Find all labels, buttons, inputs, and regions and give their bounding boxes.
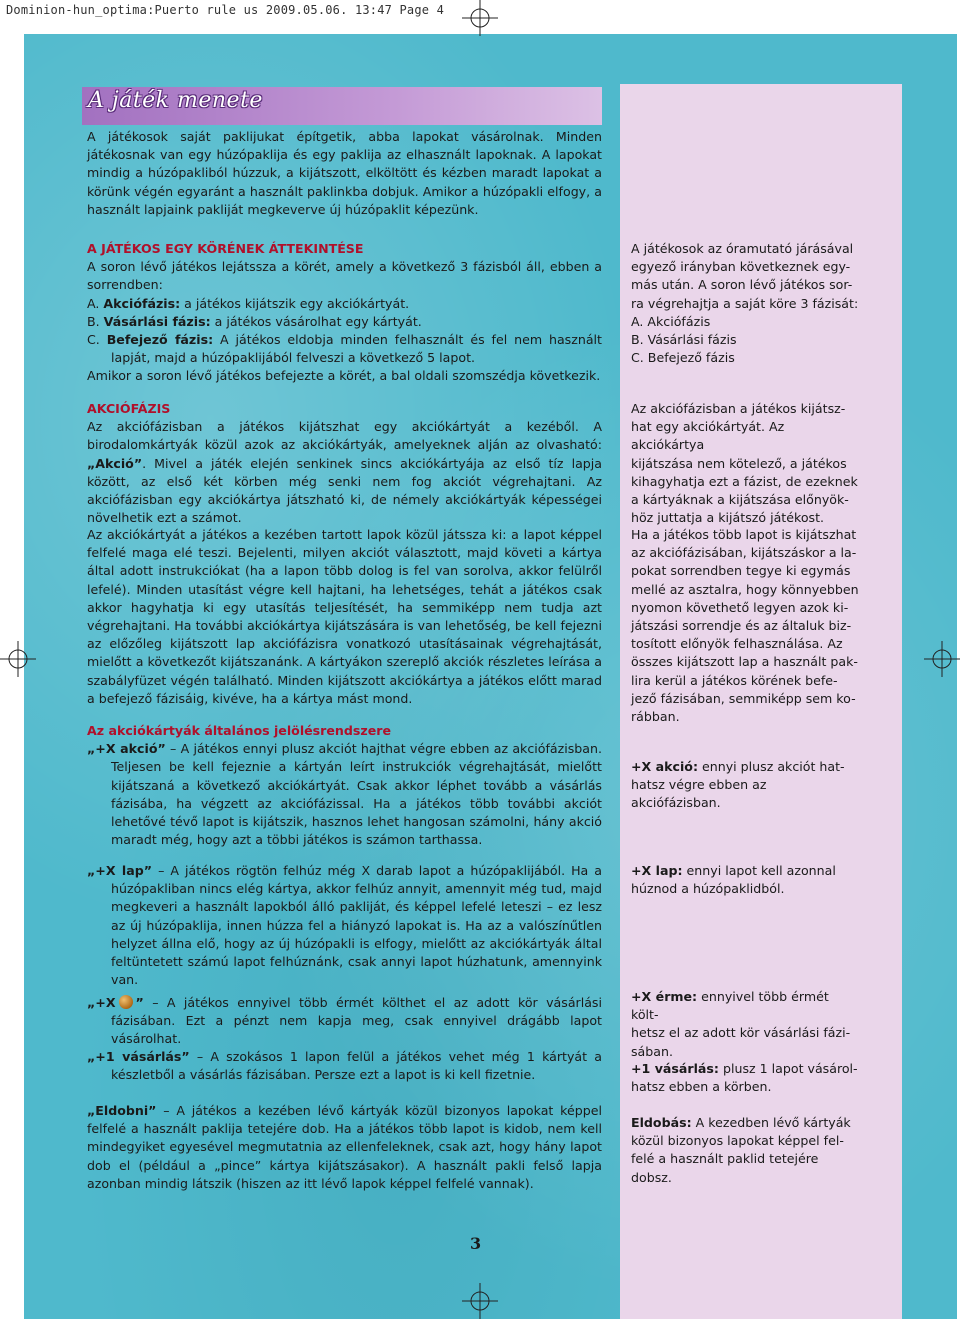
sidebar-note-plus-coin: +X érme: ennyivel több érmét költ- hetsz el az adott kör vásárlási fázi- sában.: [631, 989, 851, 1059]
phase-c: C. Befejező fázis: A játékos eldobja minden felhasznált és fel nem használt lapját, majd a húzópaklijából felveszi a következő 5 lapot.: [87, 332, 602, 366]
action-phase-paragraph-1: Az akciófázisban a játékos kijátszhat egy akciókártyát a kezéből. A birodalomkártyák közül azok az akciókártyák, amelyeknek alján az olvasható: „Akció”. Mivel a játék elején senkinek sincs akciókártyája az első tíz lapja között, az első két körben még senki nem fog akciót végrehajtani. Az akciófázisban egy akciókártya játszható ki, de némely akciókártyák képességei növelhetik ezt a számot.: [87, 419, 602, 526]
page-number: 3: [470, 1234, 482, 1253]
sidebar-note-plus-card: +X lap: ennyi lapot kell azonnal húznod a húzópaklidból.: [631, 863, 836, 897]
action-phase-paragraph-2: Az akciókártyát a játékos a kezében tartott lapok közül játssza ki: a lapot képpel felfelé maga elé teszi. Bejelenti, milyen akciót választott, majd követi a kártya által adott instrukciókat (ha a lapon több dolog is fel van sorolva, akkor felülről lefelé). Minden utasítást végre kell hajtani, ha lehetséges, tehát a játékos csak akkor hagyhatja ki egy utasítás teljesítését, ha semmiképp nem tudja azt végrehajtani. Ha további akciókártya kijátszására is van lehetőség, be kell fejezni az előzőleg kijátszott lap akciófázisra vonatkozó utasításainak végrehajtását, mielőtt a következőt kijátszanánk. A kártyákon szereplő akciók részletes leírása a szabályfüzet végén található. Minden kijátszott akciókártya a játékos előtt marad a befejező fázisáig, kivéve, ha a kártya mást mond.: [87, 527, 602, 706]
crop-mark-right: [924, 641, 960, 677]
overview-heading: A JÁTÉKOS EGY KÖRÉNEK ÁTTEKINTÉSE: [87, 241, 364, 256]
sidebar-note-plus-buy: +1 vásárlás: plusz 1 lapot vásárol- hatsz ebben a körben.: [631, 1061, 858, 1095]
overview-section: [87, 240, 602, 386]
sidebar-note-discard: Eldobás: A kezedben lévő kártyák közül bizonyos lapokat képpel fel- felé a használt paklid tetejére dobsz.: [631, 1115, 851, 1185]
notation-coin: „+X ” – A játékos ennyivel több érmét költhet el az adott kör vásárlási fázisában. Ezt a pénzt nem kapja meg, csak ennyivel drágább lapot vásárolhat.: [87, 995, 602, 1047]
action-phase-section: [87, 400, 602, 527]
sidebar-note-action-phase: Az akciófázisban a játékos kijátsz- hat egy akciókártyát. Az akciókártya kijátszása nem kötelező, a játékos kihagyhatja ezt a fázist, de ezeknek a kártyáknak a kijátszása előnyök- höz juttatja a kijátszó játékost.: [631, 401, 858, 526]
coin-icon: [119, 995, 133, 1009]
crop-mark-bottom: [462, 1283, 498, 1319]
phase-a: A. Akciófázis: a játékos kijátszik egy akciókártyát.: [87, 295, 410, 311]
sidebar-note-plus-action: +X akció: ennyi plusz akciót hat- hatsz végre ebben az akciófázisban.: [631, 759, 845, 811]
phase-b: B. Vásárlási fázis: a játékos vásárolhat egy kártyát.: [87, 313, 422, 329]
notation-section: [87, 722, 602, 849]
notation-card: „+X lap” – A játékos rögtön felhúz még X darab lapot a húzópaklijából. Ha a húzópakliban nincs elég kártya, akkor felhúz annyit, amennyit még tud, majd megkeveri a használt lapokból álló pakliját, és képpel lefelé leteszi – ez lesz az új húzópaklija, innen húzza fel a hiányzó lapokat is. Ha az a valószínűtlen helyzet állna elő, hogy az új húzópakli is elfogy, mielőtt az akciókártyák által feltüntetett számú lapot felhúznánk, csak annyi lapot húzhatunk, amennyink van.: [87, 863, 602, 988]
notation-buy: „+1 vásárlás” – A szokásos 1 lapon felül a játékos vehet még 1 kártyát a készletből a vásárlás fázisában. Persze ezt a lapot is ki kell fizetnie.: [87, 1049, 602, 1083]
overview-closing: Amikor a soron lévő játékos befejezte a körét, a bal oldali szomszédja következik.: [87, 368, 601, 384]
intro-paragraph: A játékosok saját paklijukat építgetik, abba lapokat vásárolnak. Minden játékosnak van egy húzópaklija és egy paklija az elhasznált lapoknak. A lapokat mindig a húzópakliból húzzuk, a kijátszott, elköltött és kézben maradt lapokat a körünk végén egyaránt a használt paklinkba dobjuk. Amikor a húzópakli elfogy, a használt lapjaink pakliját megkeverve új húzópaklit képezünk.: [87, 129, 602, 217]
action-phase-heading: AKCIÓFÁZIS: [87, 401, 171, 416]
notation-discard: „Eldobni” – A játékos a kezében lévő kártyák közül bizonyos lapokat képpel felfelé a használt paklija tetejére dob. Ha a játékos több lapot is kidob, nem kell mindegyiket egyesével megmutatnia az ellenfeleknek, csak azt, hogy hány lapot dob el (például a „pince” kártya kijátszásakor). A használt pakli felső lapja azonban mindig látszik (hiszen az itt lévő lapok képpel felfelé vannak).: [87, 1103, 602, 1191]
crop-mark-top: [462, 0, 498, 36]
sidebar-note-multiple-cards: Ha a játékos több lapot is kijátszhat az akciófázisában, kijátszáskor a la- pokat sorrendben tegye ki egymás mellé az asztalra, hogy könnyebben nyomon követhető legyen azok ki- játszási sorrendje és az általuk biz- tosított előnyök felhasználása. Az összes kijátszott lap a használt pak- lira kerül a játékos körének befe- jező fázisában, semmiképp sem ko- rábban.: [631, 527, 859, 725]
notation-action: „+X akció” – A játékos ennyi plusz akciót hajthat végre ebben az akciófázisban. Teljesen be kell fejeznie a kártyán leírt instrukciók végrehajtását, mielőtt kijátszaná a következő akciókártyát. Csak akkor léphet tovább a vásárlás fázisába, ha végzett az akciófázissal. Ha a játékos több további akciót lehetővé tévő lapot is kijátszik, hasznos lehet hangosan számolni, hány akció maradt még, hogy azt a többi játékos is számon tarthassa.: [87, 741, 602, 848]
sidebar-note-turn-order: A játékosok az óramutató járásával egyező irányban következnek egy- más után. A soron lévő játékos sor- ra végrehajtja a saját köre 3 fázisát: A. Akciófázis B. Vásárlási fázis C. Befejező fázis: [631, 241, 859, 366]
notation-heading: Az akciókártyák általános jelölésrendszere: [87, 723, 392, 738]
printer-slug: Dominion-hun_optima:Puerto rule us 2009.05.06. 13:47 Page 4: [6, 3, 445, 17]
overview-lead: A soron lévő játékos lejátssza a körét, amely a következő 3 fázisból áll, ebben a sorrendben:: [87, 259, 602, 293]
page-title: A játék menete: [88, 88, 263, 113]
crop-mark-left: [0, 641, 36, 677]
